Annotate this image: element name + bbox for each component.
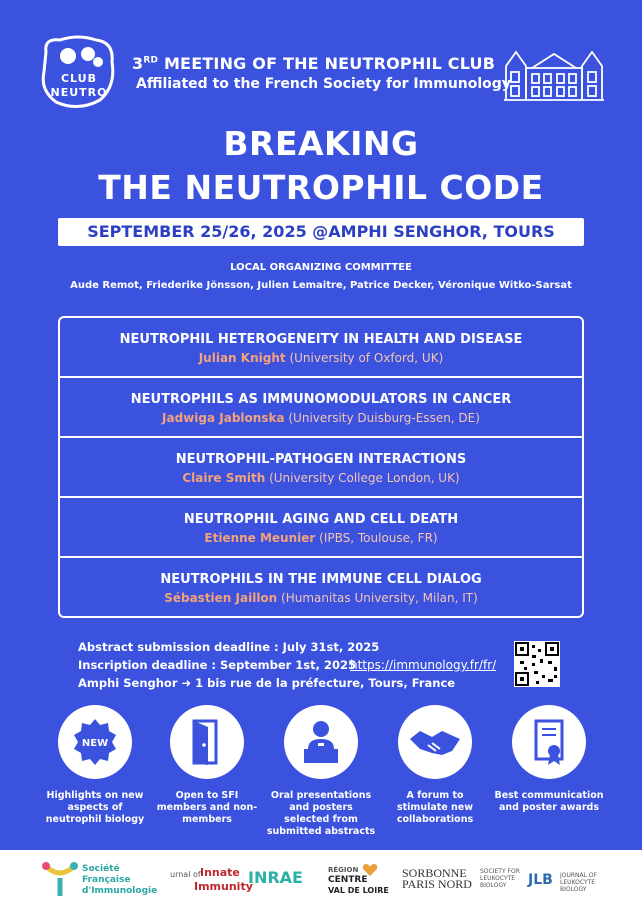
award-certificate-icon — [512, 705, 586, 779]
speaker-name: Sébastien Jaillon — [164, 591, 278, 605]
region-text-2: CENTRE — [328, 875, 368, 885]
session-title: NEUTROPHIL HETEROGENEITY IN HEALTH AND DISEASE — [119, 332, 523, 347]
meeting-title: 3RD MEETING OF THE NEUTROPHIL CLUB — [132, 54, 496, 73]
castle-illustration — [502, 44, 606, 102]
region-heart-icon — [362, 862, 378, 876]
slb-logo: SOCIETY FOR LEUKOCYTE BIOLOGY — [480, 868, 520, 889]
feature-label: Highlights on new aspects of neutrophil biology — [45, 790, 145, 825]
jii-text-1: urnal of — [170, 870, 201, 879]
session-title: NEUTROPHILS IN THE IMMUNE CELL DIALOG — [160, 572, 482, 587]
handshake-icon — [398, 705, 472, 779]
logo-neutro-text: NEUTRO — [50, 86, 108, 99]
speaker-name: Etienne Meunier — [204, 531, 316, 545]
sorbonne-logo: SORBONNE PARIS NORD — [402, 866, 472, 891]
sessions-panel — [58, 316, 584, 618]
speaker-affiliation: (University College London, UK) — [269, 471, 460, 485]
date-location-banner: SEPTEMBER 25/26, 2025 @AMPHI SENGHOR, TOURS — [58, 218, 584, 246]
session-title: NEUTROPHIL-PATHOGEN INTERACTIONS — [175, 452, 467, 467]
feature-label: Best communication and poster awards — [494, 790, 604, 813]
speaker-affiliation: (University Duisburg-Essen, DE) — [288, 411, 480, 425]
jii-text-2: Innate — [200, 866, 240, 879]
session-item — [60, 498, 582, 558]
sfi-name: Société Française d'Immunologie — [82, 864, 158, 896]
region-text-3: VAL DE LOIRE — [328, 886, 389, 895]
session-item — [60, 378, 582, 438]
speaker-name: Jadwiga Jablonska — [162, 411, 285, 425]
speaker-name: Julian Knight — [198, 351, 286, 365]
feature-label: Oral presentations and posters selected from submitted abstracts — [266, 790, 376, 837]
main-title: BREAKING THE NEUTROPHIL CODE — [98, 124, 544, 207]
inscription-deadline: Inscription deadline : September 1st, 2025 — [78, 658, 357, 672]
session-title: NEUTROPHILS AS IMMUNOMODULATORS IN CANCER — [130, 392, 512, 407]
presenter-icon — [284, 705, 358, 779]
session-item — [60, 318, 582, 378]
session-title: NEUTROPHIL AGING AND CELL DEATH — [183, 512, 459, 527]
committee-heading: LOCAL ORGANIZING COMMITTEE — [230, 262, 412, 273]
venue-address: Amphi Senghor ➜ 1 bis rue de la préfecture, Tours, France — [78, 676, 456, 690]
new-badge-icon — [58, 705, 132, 779]
website-link[interactable]: https://immunology.fr/fr/ — [350, 658, 497, 672]
abstract-deadline: Abstract submission deadline : July 31st, 2025 — [78, 640, 380, 654]
feature-label: Open to SFI members and non-members — [156, 790, 258, 825]
speaker-affiliation: (IPBS, Toulouse, FR) — [319, 531, 438, 545]
session-item — [60, 438, 582, 498]
sponsor-footer — [0, 850, 642, 909]
jlb-logo: JOURNAL OF LEUKOCYTE BIOLOGY — [560, 872, 598, 893]
sfi-logo-icon — [38, 860, 82, 900]
door-icon — [170, 705, 244, 779]
feature-label: A forum to stimulate new collaborations — [396, 790, 474, 825]
inrae-logo: INRAE — [248, 868, 303, 887]
session-item — [60, 558, 582, 616]
speaker-affiliation: (University of Oxford, UK) — [289, 351, 444, 365]
region-text-1: RÉGION — [328, 866, 359, 874]
committee-members: Aude Remot, Friederike Jönsson, Julien Lemaitre, Patrice Decker, Véronique Witko-Sarsat — [70, 280, 572, 291]
new-badge-text: NEW — [81, 738, 109, 749]
jlb-mark: JLB — [528, 872, 553, 888]
affiliation-line: Affiliated to the French Society for Immunology — [136, 76, 511, 92]
qr-code[interactable] — [514, 641, 560, 687]
logo-club-text: CLUB — [60, 72, 97, 85]
speaker-name: Claire Smith — [182, 471, 266, 485]
jii-text-3: Immunity — [194, 880, 253, 893]
speaker-affiliation: (Humanitas University, Milan, IT) — [281, 591, 478, 605]
